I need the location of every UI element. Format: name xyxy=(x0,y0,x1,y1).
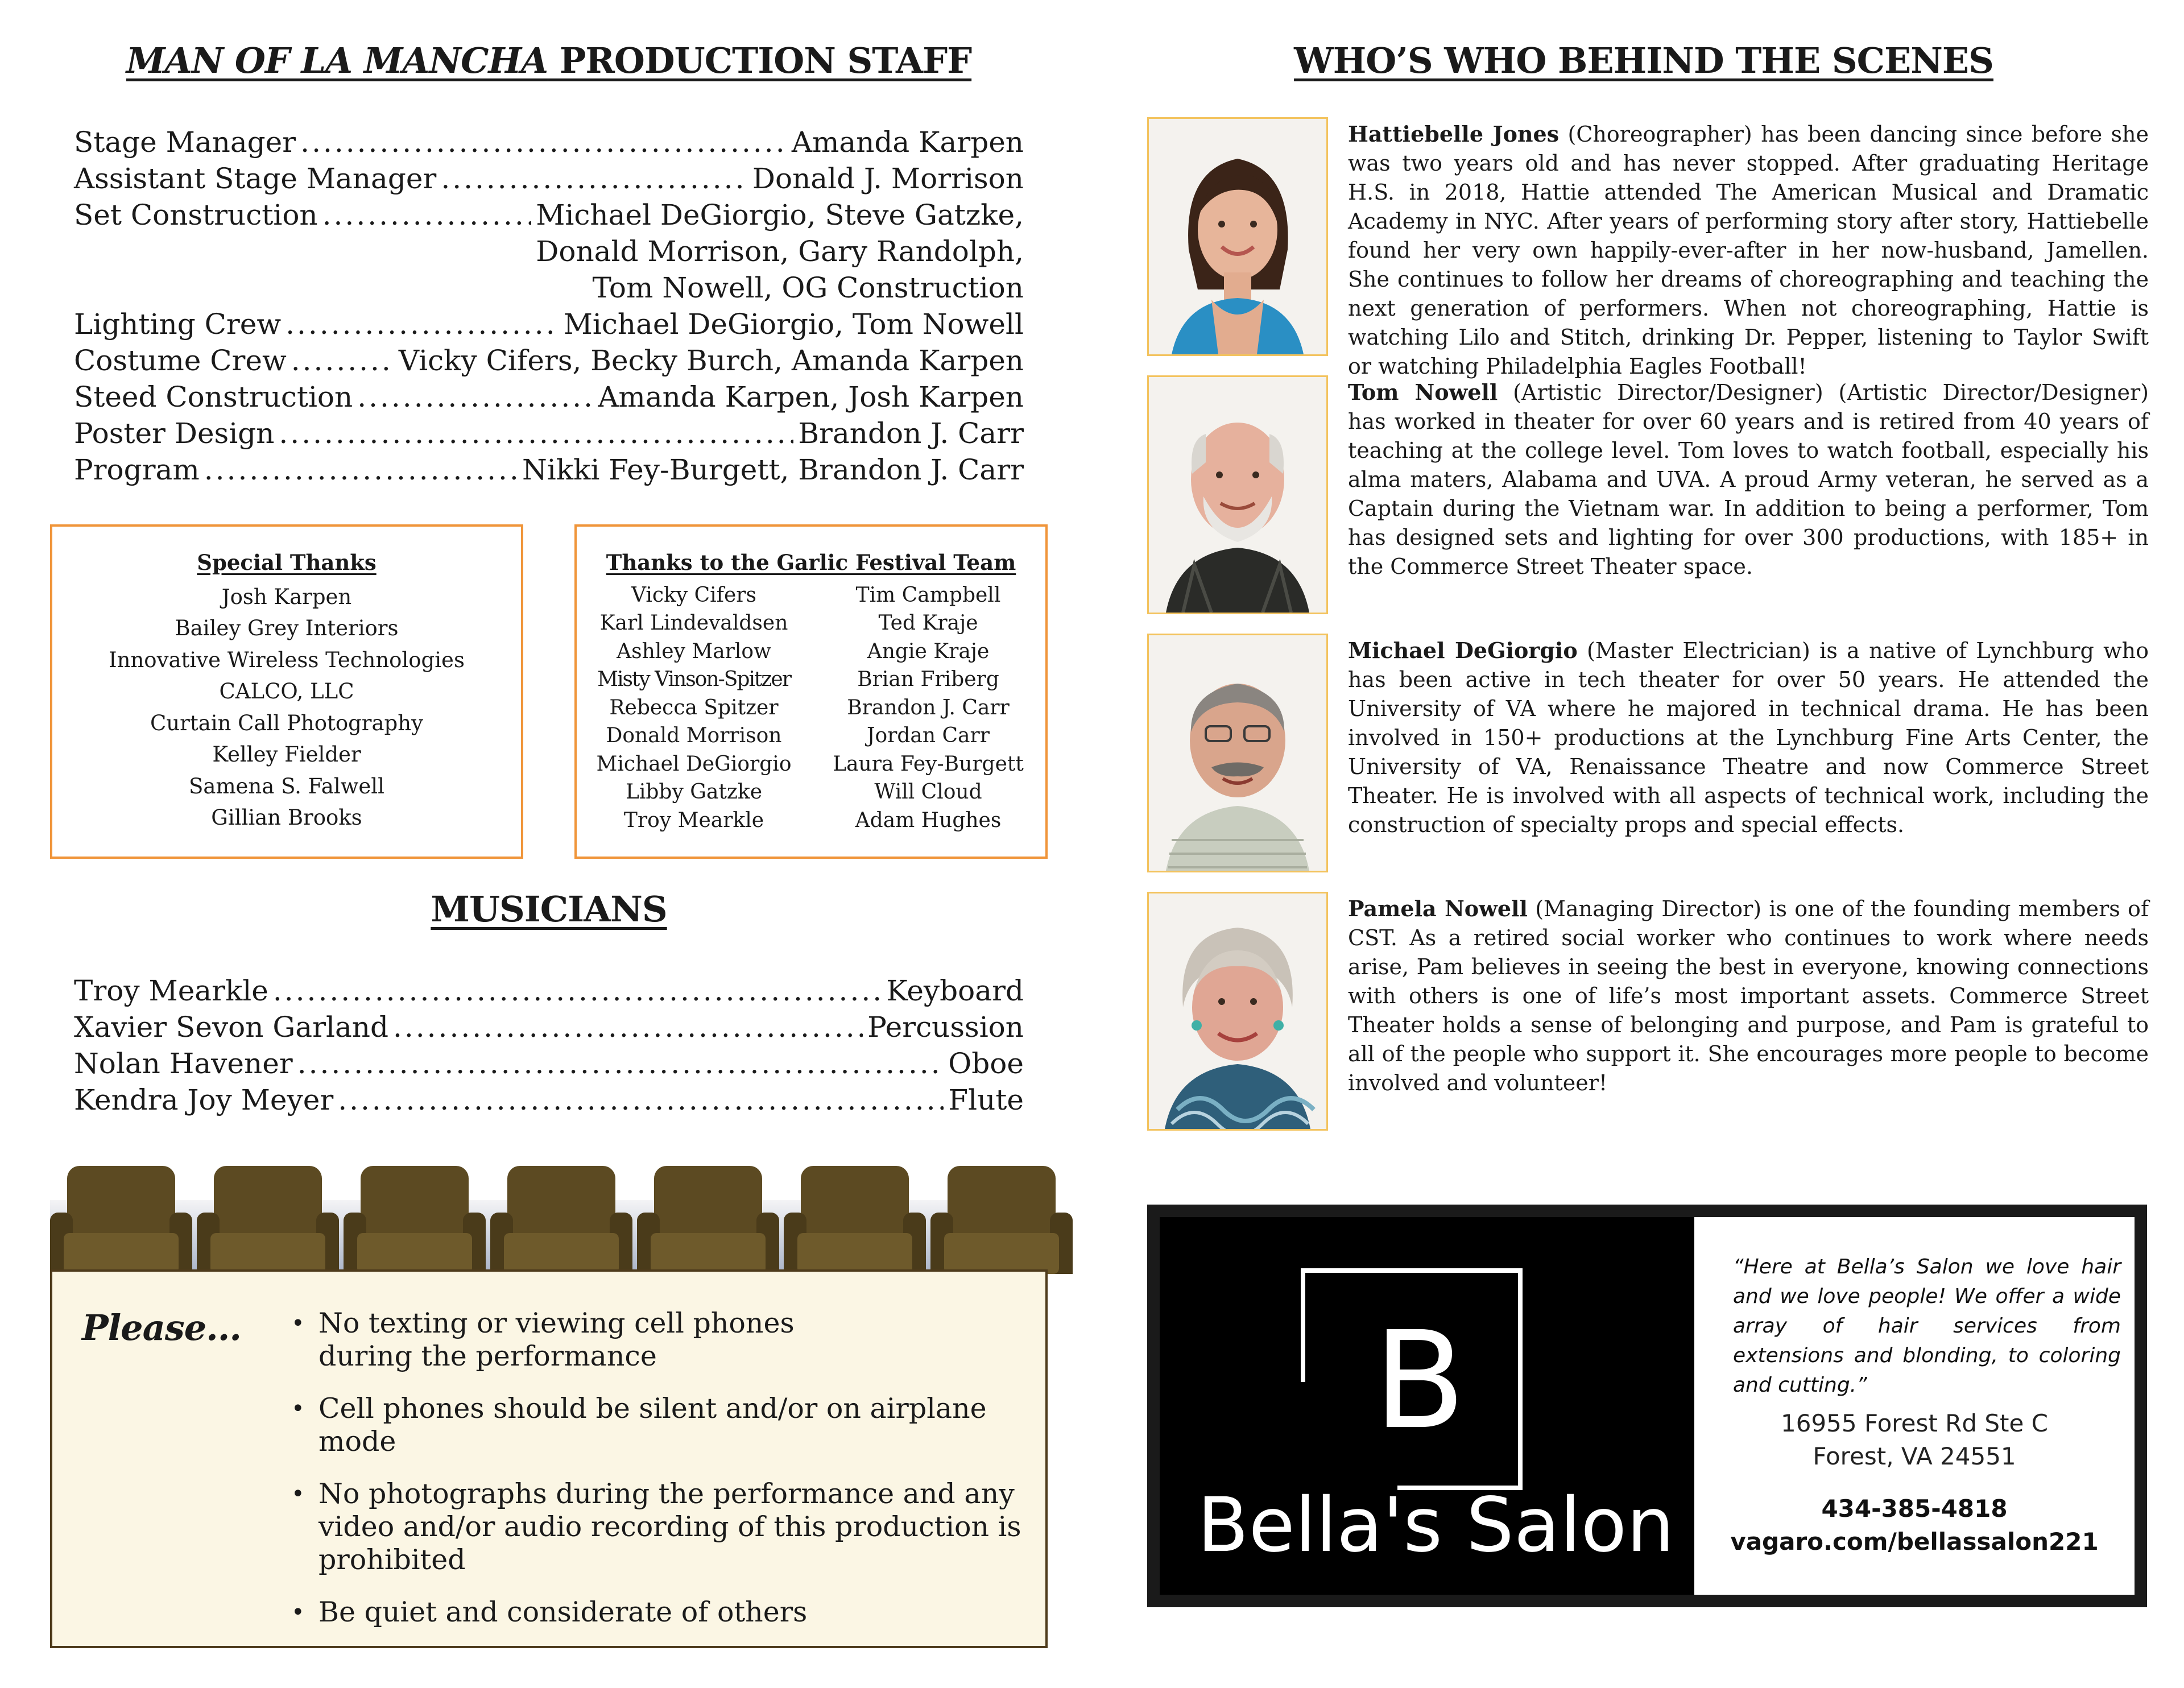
salon-website-link[interactable]: vagaro.com/bellassalon221 xyxy=(1730,1528,2099,1555)
please-list xyxy=(291,1307,1025,1648)
staff-person: Michael DeGiorgio, Steve Gatzke, xyxy=(536,198,1024,231)
staff-row xyxy=(74,160,1024,197)
musician-row xyxy=(74,973,1024,1009)
staff-credits xyxy=(74,124,1024,488)
please-item: • Cell phones should be silent and/or on airplane mode xyxy=(291,1392,1025,1458)
bio-text: (Artistic Director/Designer) (Artistic Director/Designer) has worked in theater for over 60 years and is retired from 40 years of teaching at the college level. Tom loves to watch football, especially his alma maters, Alabama and UVA. A proud Army veteran, he served as a Captain during the Vietnam war. In addition to being a performer, Tom has designed sets and lighting for over 300 productions, with 185+ in the Commerce Street Theater space. xyxy=(1348,380,2149,579)
thanks-name: Will Cloud xyxy=(874,780,982,804)
staff-role: Assistant Stage Manager xyxy=(74,162,437,195)
whos-who-heading: WHO’S WHO BEHIND THE SCENES xyxy=(1294,40,1993,81)
headshot-photo xyxy=(1147,634,1328,872)
staff-heading xyxy=(51,40,1046,81)
thanks-name: Gillian Brooks xyxy=(211,805,362,830)
thanks-name: Innovative Wireless Technologies xyxy=(109,647,465,672)
theater-seat xyxy=(344,1166,486,1274)
headshot-photo xyxy=(1147,117,1328,356)
salon-address-line: 16955 Forest Rd Ste C xyxy=(1780,1409,2049,1437)
salon-quote: “Here at Bella’s Salon we love hair and we love people! We offer a wide array of hair services from extensions and blonding, to coloring and cutting.” xyxy=(1733,1255,2121,1397)
staff-heading-rest: PRODUCTION STAFF xyxy=(548,40,972,81)
musician-name: Kendra Joy Meyer xyxy=(74,1083,334,1116)
staff-role: Lighting Crew xyxy=(74,308,282,341)
staff-role: Poster Design xyxy=(74,417,275,450)
please-notice-box xyxy=(50,1269,1048,1648)
musician-row xyxy=(74,1045,1024,1082)
theater-seat xyxy=(930,1166,1073,1274)
musician-name: Xavier Sevon Garland xyxy=(74,1011,388,1044)
thanks-name: Ted Kraje xyxy=(878,611,978,635)
ad-logo-panel xyxy=(1160,1217,1694,1595)
theater-seat xyxy=(50,1166,192,1274)
please-title: Please... xyxy=(82,1307,241,1348)
bio-text: (Choreographer) has been dancing since before she was two years old and has never stopped. After graduating Heritage H.S. in 2018, Hattie attended The American Musical and Dramatic Academy in NYC. After years of performing story after story, Hattiebelle found her very own happily-ever-after in her now-husband, Jamellen. She continues to follow her dreams of choreographing and teaching the next generation of performers. When not choreographing, Hattie is watching Lilo and Stitch, drinking Dr. Pepper, listening to Taylor Swift or watching Philadelphia Eagles Football! xyxy=(1348,122,2149,379)
musician-instrument: Flute xyxy=(948,1083,1024,1116)
musicians-credits xyxy=(74,973,1024,1118)
headshot-photo xyxy=(1147,892,1328,1131)
please-item: • Be quiet and considerate of others xyxy=(291,1596,1025,1629)
theater-seat xyxy=(490,1166,632,1274)
bio-michael-degiorgio xyxy=(1348,636,2149,839)
staff-continuation: Donald Morrison, Gary Randolph, xyxy=(536,235,1024,268)
special-thanks-title: Special Thanks xyxy=(197,550,377,575)
salon-name: Bella's Salon xyxy=(1197,1482,1674,1569)
musician-instrument: Percussion xyxy=(867,1011,1024,1044)
theater-seats-illustration xyxy=(50,1166,1048,1274)
bio-hattiebelle-jones xyxy=(1348,119,2149,381)
theater-seat xyxy=(197,1166,339,1274)
musician-instrument: Keyboard xyxy=(886,974,1024,1007)
thanks-name: Brandon J. Carr xyxy=(847,696,1010,719)
thanks-name: Karl Lindevaldsen xyxy=(599,611,788,635)
garlic-festival-thanks-box xyxy=(574,524,1048,859)
staff-role: Costume Crew xyxy=(74,344,287,377)
staff-person: Vicky Cifers, Becky Burch, Amanda Karpen xyxy=(398,344,1024,377)
thanks-name: Michael DeGiorgio xyxy=(596,752,792,776)
bio-tom-nowell xyxy=(1348,378,2149,581)
thanks-name: Vicky Cifers xyxy=(631,583,756,607)
ad-info-panel xyxy=(1694,1217,2135,1595)
staff-row xyxy=(74,306,1024,342)
bio-text: (Master Electrician) is a native of Lynchburg who has been active in tech theater for over 50 years. He attended the University of VA where he majored in technical drama. He has been involved in 150+ productions at the Lynchburg Fine Arts Center, the University of VA, Renaissance Theatre and now Commerce Street Theater. He is involved with all aspects of technical work, including the construction of specialty props and special effects. xyxy=(1348,638,2149,837)
bio-name: Tom Nowell xyxy=(1348,379,1498,405)
staff-role: Stage Manager xyxy=(74,126,296,159)
please-item: • No photographs during the performance and any video and/or audio recording of this production is prohibited xyxy=(291,1478,1029,1577)
bio-name: Hattiebelle Jones xyxy=(1348,121,1560,147)
thanks-name: Libby Gatzke xyxy=(625,780,763,804)
staff-heading-show-title: MAN OF LA MANCHA xyxy=(126,40,548,81)
staff-role: Steed Construction xyxy=(74,380,353,413)
musician-row xyxy=(74,1082,1024,1118)
garlic-thanks-col-1 xyxy=(577,581,811,835)
thanks-name: Jordan Carr xyxy=(867,724,990,747)
headshot-photo xyxy=(1147,375,1328,614)
bio-name: Pamela Nowell xyxy=(1348,896,1528,921)
staff-person: Donald J. Morrison xyxy=(752,162,1024,195)
thanks-name: Tim Campbell xyxy=(855,583,1001,607)
staff-continuation: Tom Nowell, OG Construction xyxy=(592,271,1024,304)
staff-person: Brandon J. Carr xyxy=(798,417,1024,450)
musician-name: Troy Mearkle xyxy=(74,974,268,1007)
staff-role: Program xyxy=(74,453,200,486)
thanks-name: Josh Karpen xyxy=(221,584,352,609)
bio-name: Michael DeGiorgio xyxy=(1348,638,1578,663)
garlic-thanks-title: Thanks to the Garlic Festival Team xyxy=(606,550,1016,575)
thanks-name: Brian Friberg xyxy=(857,668,999,691)
staff-person: Amanda Karpen, Josh Karpen xyxy=(598,380,1024,413)
thanks-name: Angie Kraje xyxy=(867,639,990,663)
staff-row xyxy=(74,452,1024,488)
staff-person: Nikki Fey-Burgett, Brandon J. Carr xyxy=(522,453,1024,486)
musician-instrument: Oboe xyxy=(948,1047,1024,1080)
thanks-name: Rebecca Spitzer xyxy=(609,696,779,719)
thanks-name: Troy Mearkle xyxy=(623,808,764,832)
staff-row xyxy=(74,124,1024,160)
thanks-name: Donald Morrison xyxy=(606,724,782,747)
staff-row xyxy=(74,415,1024,452)
bio-pamela-nowell xyxy=(1348,894,2149,1098)
bellas-salon-ad xyxy=(1147,1205,2147,1607)
please-item: • No texting or viewing cell phones during the performance xyxy=(291,1307,876,1373)
thanks-name: Laura Fey-Burgett xyxy=(833,752,1024,776)
thanks-name: Ashley Marlow xyxy=(617,639,771,663)
theater-seat xyxy=(637,1166,779,1274)
staff-role: Set Construction xyxy=(74,198,318,231)
salon-logo-letter: B xyxy=(1374,1302,1466,1459)
staff-person: Michael DeGiorgio, Tom Nowell xyxy=(563,308,1024,341)
salon-address-line: Forest, VA 24551 xyxy=(1813,1442,2016,1470)
bio-text: (Managing Director) is one of the founding members of CST. As a retired social worker who continues to work where needs arise, Pam believes in seeing the best in everyone, knowing connections with others is one of life’s most important assets. Commerce Street Theater holds a sense of belonging and purpose, and Pam is grateful to all of the people who support it. She encourages more people to become involved and volunteer! xyxy=(1348,896,2149,1095)
musician-row xyxy=(74,1009,1024,1045)
staff-row xyxy=(74,379,1024,415)
salon-phone: 434-385-4818 xyxy=(1821,1495,2008,1522)
garlic-thanks-col-2 xyxy=(811,581,1045,835)
salon-contact xyxy=(1694,1492,2135,1558)
thanks-name: Misty Vinson-Spitzer xyxy=(597,668,791,691)
musician-name: Nolan Havener xyxy=(74,1047,293,1080)
thanks-name: CALCO, LLC xyxy=(219,679,354,704)
staff-row xyxy=(74,197,1024,233)
thanks-name: Samena S. Falwell xyxy=(189,773,384,799)
special-thanks-box xyxy=(50,524,523,859)
garlic-thanks-columns xyxy=(577,581,1045,835)
musicians-heading: MUSICIANS xyxy=(431,888,667,930)
thanks-name: Kelley Fielder xyxy=(212,742,361,767)
theater-seat xyxy=(784,1166,926,1274)
salon-address xyxy=(1694,1407,2135,1473)
thanks-name: Bailey Grey Interiors xyxy=(175,616,399,640)
thanks-name: Curtain Call Photography xyxy=(150,710,423,735)
thanks-name: Adam Hughes xyxy=(855,808,1002,832)
staff-row xyxy=(74,342,1024,379)
staff-person: Amanda Karpen xyxy=(791,126,1024,159)
